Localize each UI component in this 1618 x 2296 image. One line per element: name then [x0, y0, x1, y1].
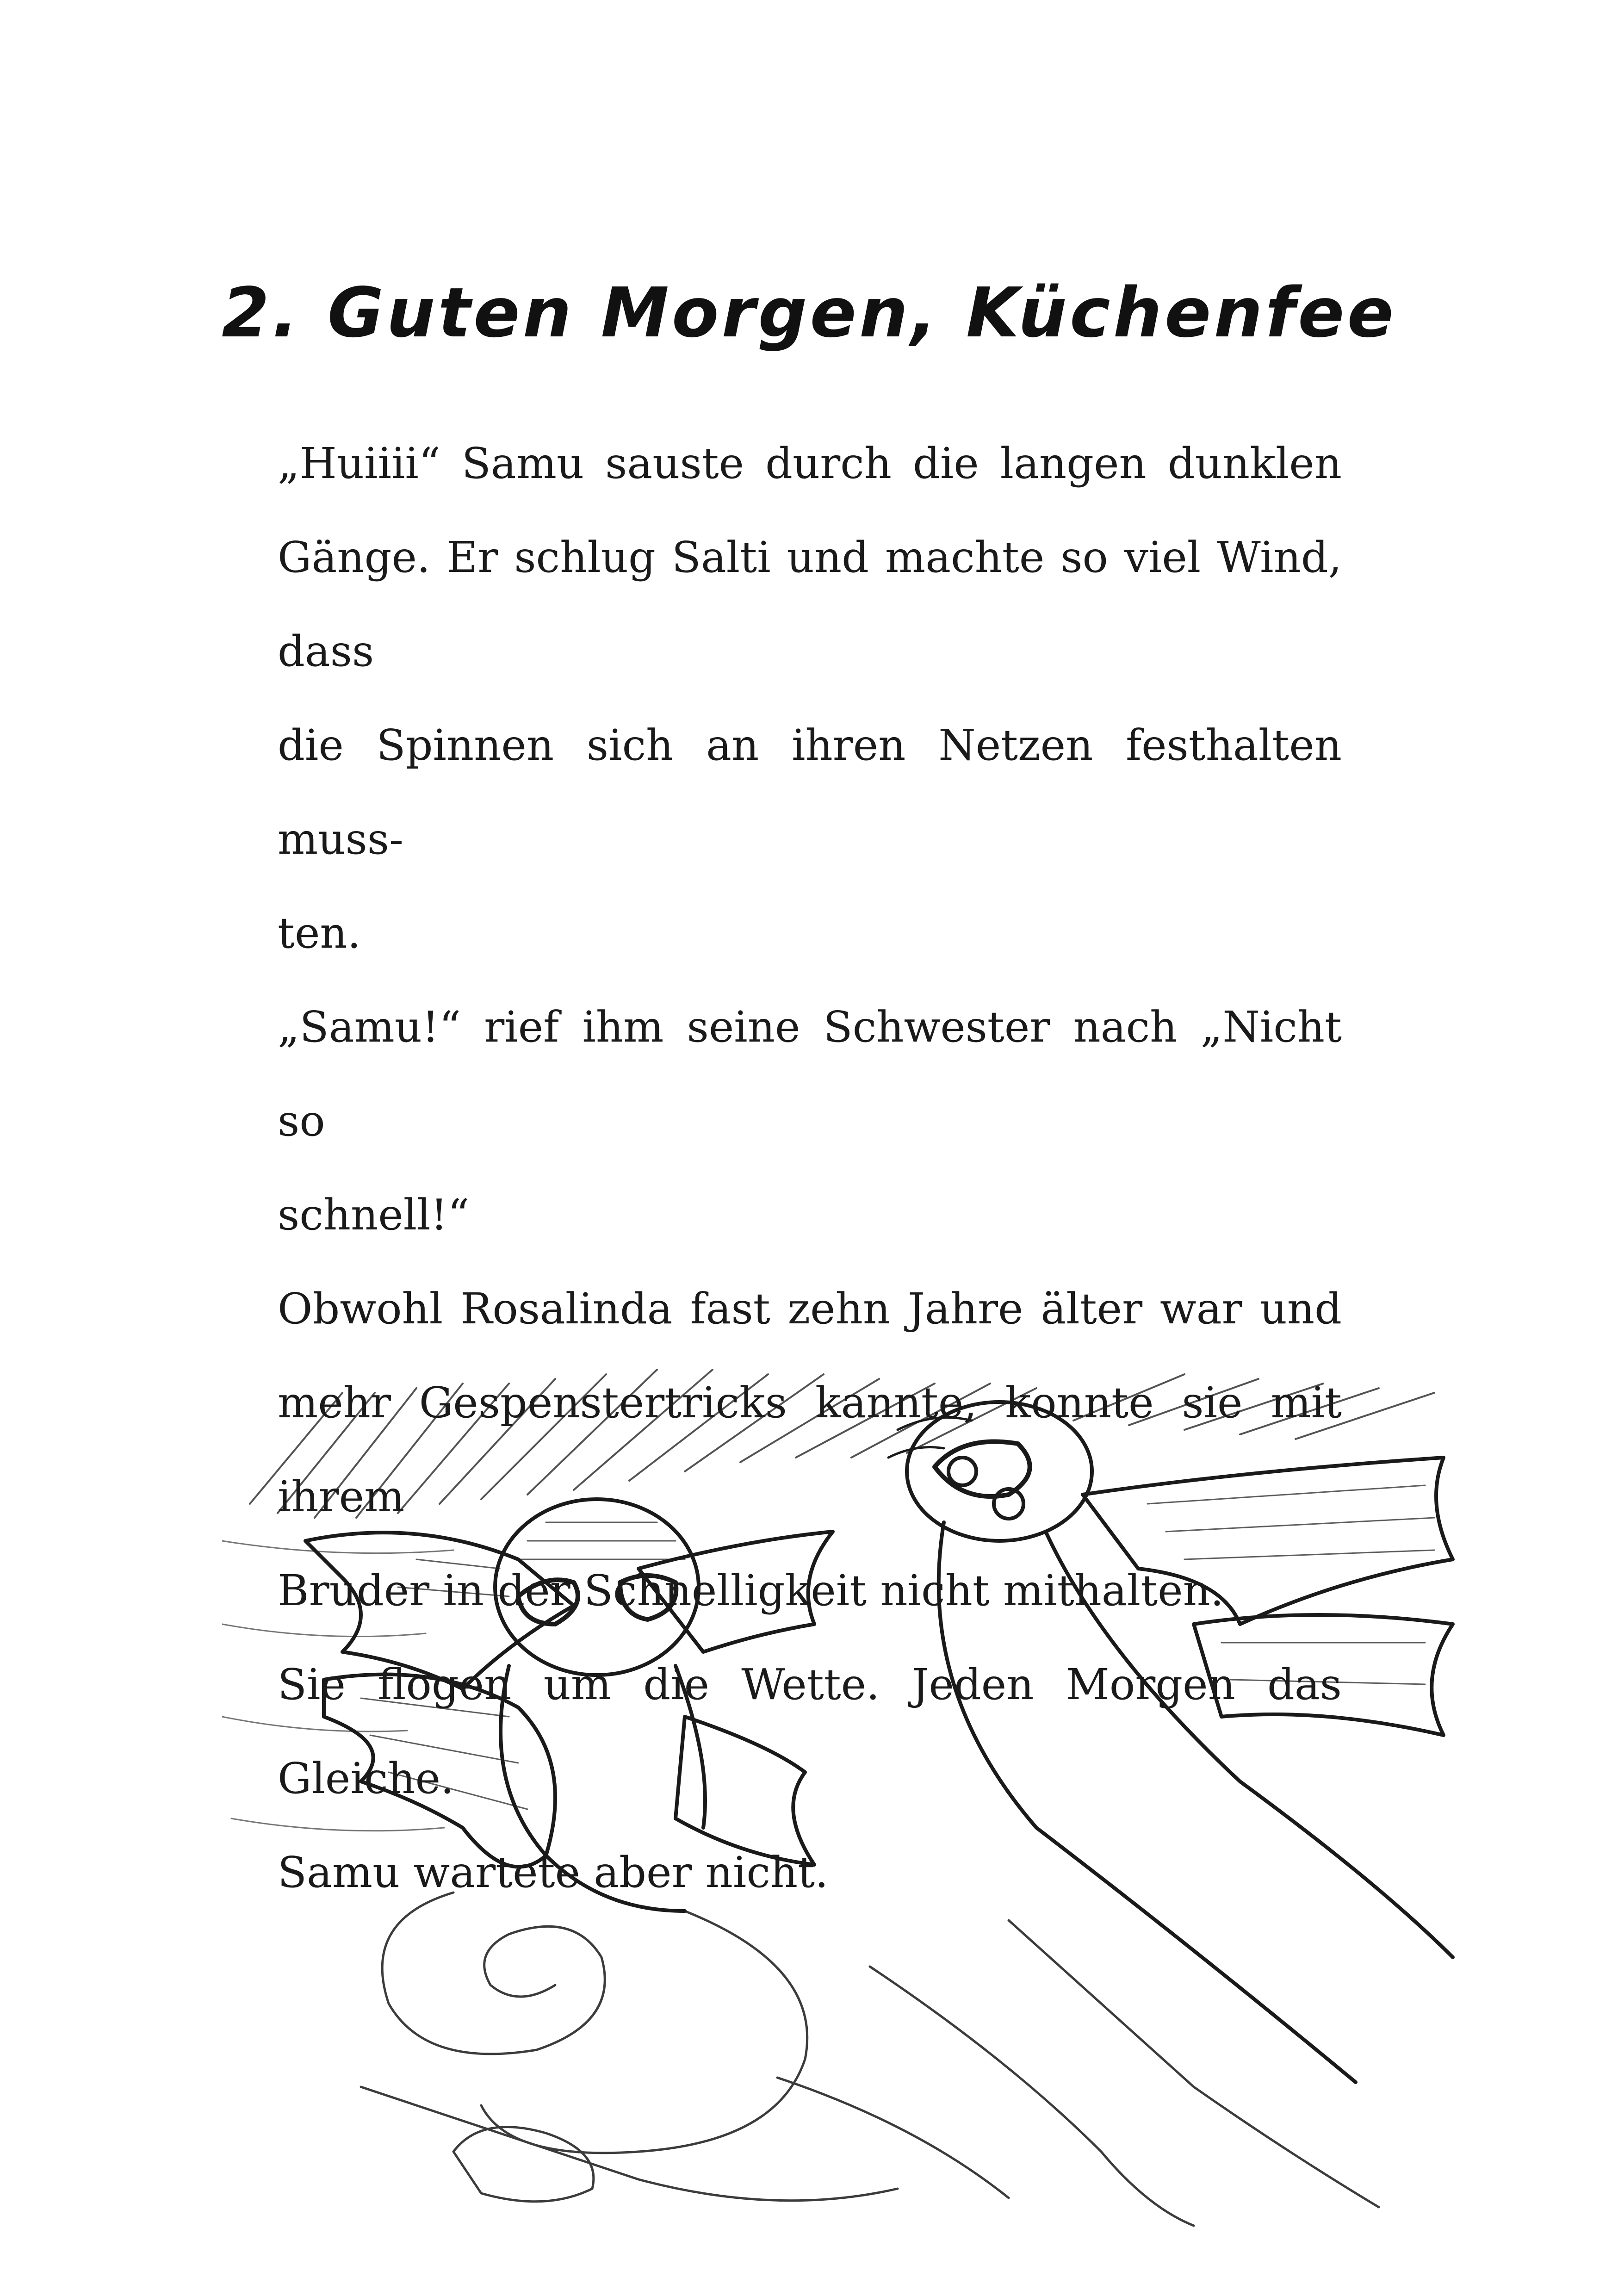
right-ghost — [888, 1402, 1453, 2082]
text-line: „Huiiii“ Samu sauste durch die langen dunklen — [278, 439, 1342, 488]
ghost-illustration — [222, 1365, 1471, 2244]
text-line: Obwohl Rosalinda fast zehn Jahre älter war und — [278, 1284, 1342, 1334]
wind-swirl — [361, 1893, 1379, 2226]
text-line: mehr Gespenstertricks kannte, konnte sie mit ihrem — [278, 1378, 1342, 1521]
text-line: ten. — [278, 908, 361, 958]
wind-lines — [250, 1370, 1434, 1518]
text-line: Gänge. Er schlug Salti und machte so viel Wind, dass — [278, 533, 1342, 676]
text-line: die Spinnen sich an ihren Netzen festhalten muss- — [278, 720, 1342, 864]
left-ghost — [305, 1499, 833, 1911]
text-line: Samu wartete aber nicht. — [278, 1848, 829, 1897]
text-line: schnell!“ — [278, 1190, 470, 1240]
text-line: Sie flogen um die Wette. Jeden Morgen das Gleiche. — [278, 1660, 1342, 1803]
text-line: „Samu!“ rief ihm seine Schwester nach „Nicht so — [278, 1002, 1342, 1146]
text-line: Bruder in der Schnelligkeit nicht mithalten. — [278, 1566, 1224, 1615]
chapter-title: 2. Guten Morgen, Küchenfee — [222, 273, 1396, 353]
